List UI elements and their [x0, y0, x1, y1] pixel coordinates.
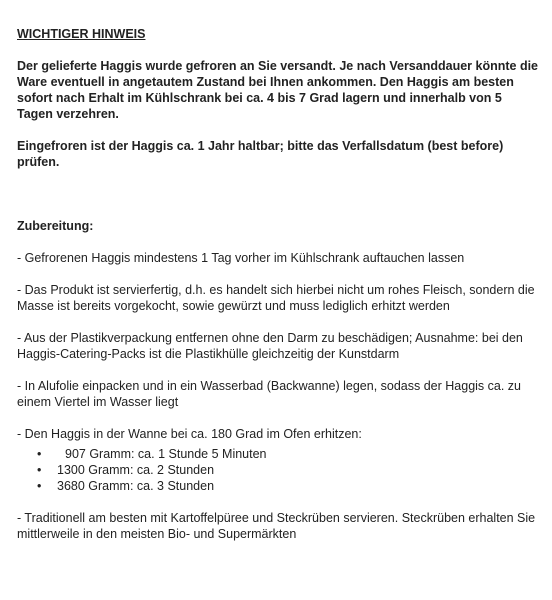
- list-item: [37, 462, 540, 478]
- step-thaw: - Gefrorenen Haggis mindestens 1 Tag vorher im Kühlschrank auftauchen lassen: [17, 251, 465, 265]
- list-item: [37, 478, 540, 494]
- bullet-icon: •: [37, 463, 42, 477]
- cooking-times-list: [17, 446, 540, 494]
- bullet-icon: •: [37, 479, 42, 493]
- bullet-icon: •: [37, 447, 42, 461]
- notice-paragraph-shelf-life: Eingefroren ist der Haggis ca. 1 Jahr haltbar; bitte das Verfallsdatum (best before) prüfen.: [17, 139, 504, 169]
- list-item: [37, 446, 540, 462]
- notice-paragraph-shipping: Der gelieferte Haggis wurde gefroren an Sie versandt. Je nach Versanddauer könnte die Ware eventuell in angetautem Zustand bei Ihnen ankommen. Den Haggis am besten sofort nach Erhalt im Kühlschrank bei ca. 4 bis 7 Grad lagern und innerhalb von 5 Tagen verzehren.: [17, 59, 539, 121]
- step-oven: - Den Haggis in der Wanne bei ca. 180 Grad im Ofen erhitzen:: [17, 427, 362, 441]
- preparation-heading: Zubereitung:: [17, 219, 94, 233]
- notice-title: WICHTIGER HINWEIS: [17, 27, 146, 41]
- step-ready-to-serve: - Das Produkt ist servierfertig, d.h. es handelt sich hierbei nicht um rohes Fleisch, sondern die Masse ist bereits vorgekocht, sowie gewürzt und muss lediglich erhitzt werden: [17, 283, 535, 313]
- cooking-time-3680g: 3680 Gramm: ca. 3 Stunden: [57, 479, 215, 493]
- step-water-bath: - In Alufolie einpacken und in ein Wasserbad (Backwanne) legen, sodass der Haggis ca. zu einem Viertel im Wasser liegt: [17, 379, 521, 409]
- cooking-time-1300g: 1300 Gramm: ca. 2 Stunden: [57, 463, 215, 477]
- step-serving: - Traditionell am besten mit Kartoffelpüree und Steckrüben servieren. Steckrüben erhalten Sie mittlerweile in den meisten Bio- und Supermärkten: [17, 511, 536, 541]
- cooking-time-907g: 907 Gramm: ca. 1 Stunde 5 Minuten: [65, 447, 267, 461]
- step-unpack: - Aus der Plastikverpackung entfernen ohne den Darm zu beschädigen; Ausnahme: bei den Haggis-Catering-Packs ist die Plastikhülle gleichzeitig der Kunstdarm: [17, 331, 523, 361]
